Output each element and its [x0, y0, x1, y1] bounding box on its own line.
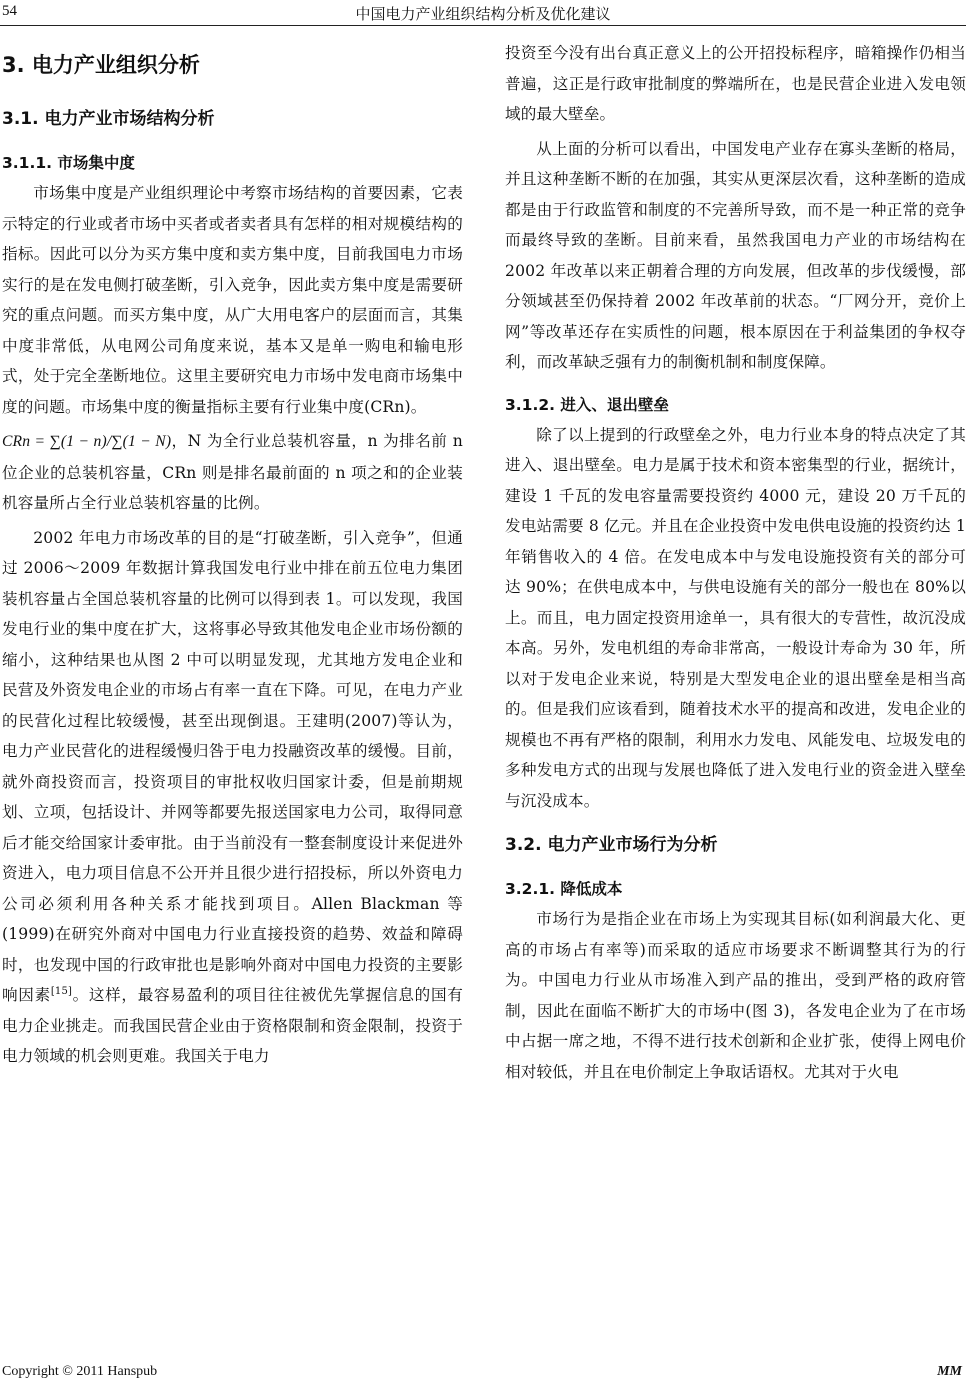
- paragraph: 市场集中度是产业组织理论中考察市场结构的首要因素，它表示特定的行业或者市场中买者或者卖者具有怎样的相对规模结构的指标。因此可以分为买方集中度和卖方集中度，目前我国电力市场实行的是在发电侧打破垄断，引入竞争，因此卖方集中度是需要研究的重点问题。而买方集中度，从广大用电客户的层面而言，其集中度非常低，从电网公司角度来说，基本又是单一购电和输电形式，处于完全垄断地位。这里主要研究电力市场中发电商市场集中度的问题。市场集中度的衡量指标主要有行业集中度(CRn)。: [2, 184, 463, 416]
- left-column: [2, 38, 463, 1072]
- section-heading: 3. 电力产业组织分析: [2, 53, 200, 77]
- page-number: 54: [2, 3, 17, 19]
- paragraph-continued: 投资至今没有出台真正意义上的公开招投标程序，暗箱操作仍相当普遍，这正是行政审批制度的弊端所在，也是民营企业进入发电领域的最大壁垒。: [505, 44, 966, 123]
- subsection-heading: 3.1. 电力产业市场结构分析: [2, 109, 215, 129]
- formula-paragraph: [2, 426, 463, 519]
- right-column: [505, 38, 966, 1087]
- subsubsection-heading: 3.2.1. 降低成本: [505, 880, 623, 898]
- footer-journal: MM: [937, 1364, 962, 1379]
- formula-explanation: ，N 为全行业总装机容量，n 为排名前 n 位企业的总装机容量，CRn 则是排名最前面的 n 项之和的企业装机容量所占全行业总装机容量的比例。: [2, 432, 463, 512]
- subsubsection-heading: 3.1.1. 市场集中度: [2, 154, 135, 172]
- paragraph: 除了以上提到的行政壁垒之外，电力行业本身的特点决定了其进入、退出壁垒。电力是属于技术和资本密集型的行业，据统计，建设 1 千瓦的发电容量需要投资约 4000 元，建设 20 万千瓦的发电站需要 8 亿元。并且在企业投资中发电供电设施的投资约达 1 年销售收入的 4 倍。在发电成本中与发电设施投资有关的部分可达 90%；在供电成本中，与供电设施有关的部分一般也在 80%以上。而且，电力固定投资用途单一，具有很大的专营性，故沉没成本高。另外，发电机组的寿命非常高，一般设计寿命为 30 年，所以对于发电企业来说，特别是大型发电企业的退出壁垒是相当高的。但是我们应该看到，随着技术水平的提高和改进，发电企业的规模也不再有严格的限制，利用水力发电、风能发电、垃圾发电的多种发电方式的出现与发展也降低了进入发电行业的资金进入壁垒与沉没成本。: [505, 425, 966, 810]
- citation: [15]: [50, 985, 73, 997]
- page-header: [0, 0, 966, 26]
- footer-copyright: Copyright © 2011 Hanspub: [2, 1364, 158, 1379]
- cr-formula: CRn = ∑(1 − n)/∑(1 − N): [2, 433, 172, 450]
- running-title: 中国电力产业组织结构分析及优化建议: [355, 5, 611, 23]
- paragraph: [2, 523, 463, 1072]
- subsection-heading: 3.2. 电力产业市场行为分析: [505, 835, 718, 855]
- paragraph-text: 2002 年电力市场改革的目的是“打破垄断，引入竞争”，但通过 2006～2009 年数据计算我国发电行业中排在前五位电力集团装机容量占全国总装机容量的比例可以得到表 1。可以发现，我国发电行业的集中度在扩大，这将事必导致其他发电企业市场份额的缩小，这种结果也从图 2 中可以明显发现，尤其地方发电企业和民营及外资发电企业的市场占有率一直在下降。可见，在电力产业的民营化过程比较缓慢，甚至出现倒退。王建明(2007)等认为，电力产业民营化的进程缓慢归咎于电力投融资改革的缓慢。目前，就外商投资而言，投资项目的审批权收归国家计委，但是前期规划、立项，包括设计、并网等都要先报送国家电力公司，取得同意后才能交给国家计委审批。由于当前没有一整套制度设计来促进外资进入，电力项目信息不公开并且很少进行招投标，所以外资电力公司必须利用各种关系才能找到项目。Allen Blackman 等(1999)在研究外商对中国电力行业直接投资的趋势、效益和障碍时，也发现中国的行政审批也是影响外商对中国电力投资的主要影响因素: [2, 528, 463, 1004]
- subsubsection-heading: 3.1.2. 进入、退出壁垒: [505, 395, 669, 414]
- paragraph: 市场行为是指企业在市场上为实现其目标(如利润最大化、更高的市场占有率等)而采取的适应市场要求不断调整其行为的行为。中国电力行业从市场准入到产品的推出，受到严格的政府管制，因此在面临不断扩大的市场中(图 3)，各发电企业为了在市场中占据一席之地，不得不进行技术创新和企业扩张，使得上网电价相对较低，并且在电价制定上争取话语权。尤其对于火电: [505, 910, 966, 1081]
- paragraph: 从上面的分析可以看出，中国发电产业存在寡头垄断的格局，并且这种垄断不断的在加强，其实从更深层次看，这种垄断的造成都是由于行政监管和制度的不完善所导致，而不是一种正常的竞争而最终导致的垄断。目前来看，虽然我国电力产业的市场结构在 2002 年改革以来正朝着合理的方向发展，但改革的步伐缓慢，部分领域甚至仍保持着 2002 年改革前的状态。“厂网分开，竞价上网”等改革还存在实质性的问题，根本原因在于利益集团的争权夺利，而改革缺乏强有力的制衡机制和制度保障。: [505, 139, 966, 371]
- paragraph-text: 。这样，最容易盈利的项目往往被优先掌握信息的国有电力企业挑走。而我国民营企业由于资格限制和资金限制，投资于电力领域的机会则更难。我国关于电力: [2, 986, 463, 1065]
